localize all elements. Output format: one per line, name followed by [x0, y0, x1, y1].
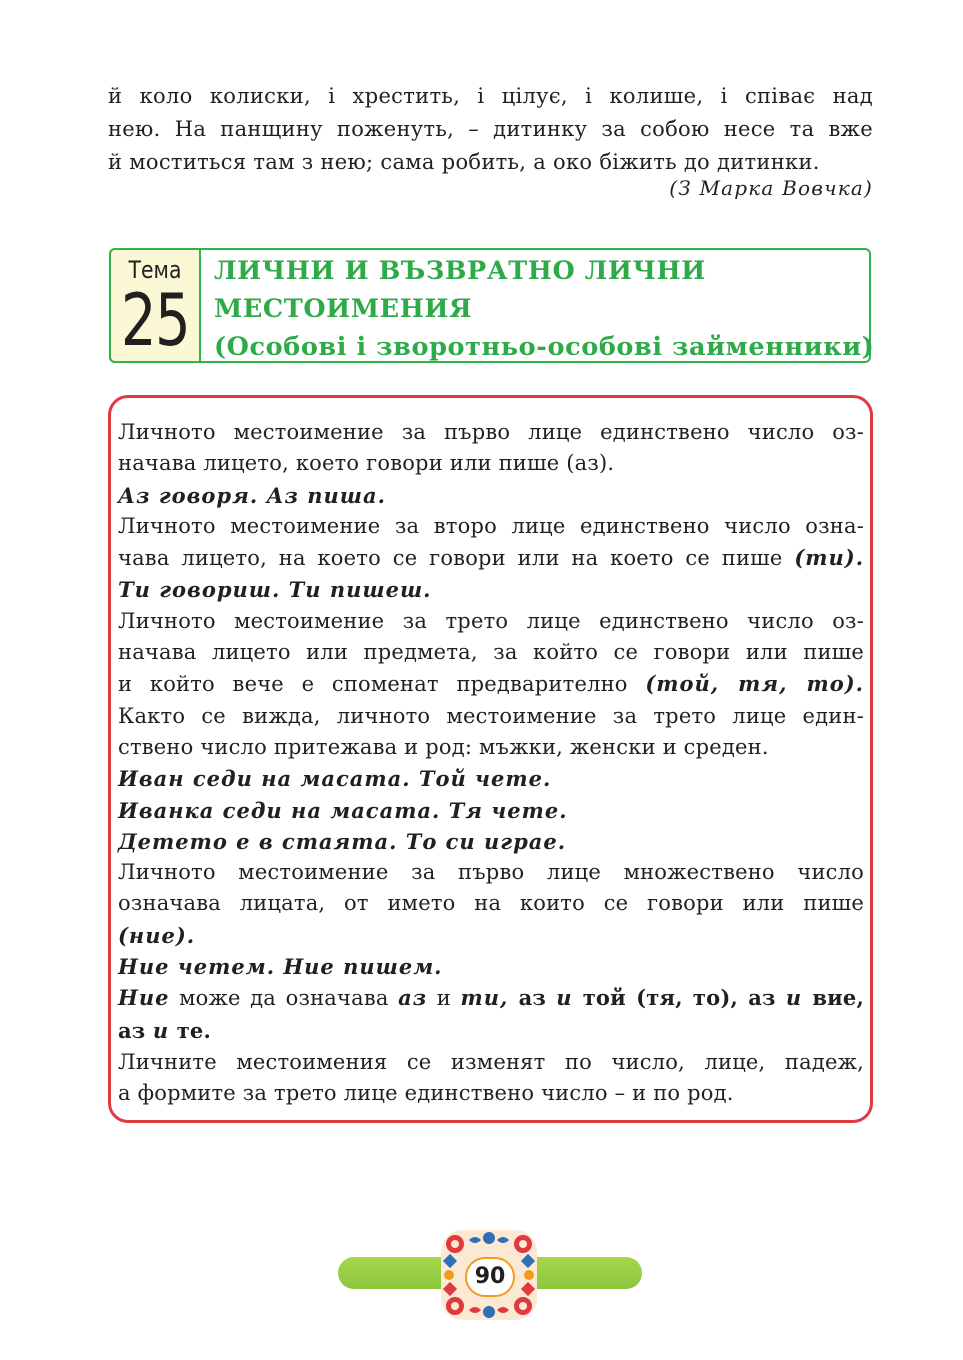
rule-line — [118, 982, 864, 1014]
rule-example: Ние четем. Ние пишем. — [118, 954, 443, 980]
rule-line: начава лицето или предмета, за който се говори или пише — [118, 640, 864, 665]
rule-pronoun: (той, тя, то). — [645, 671, 864, 697]
rule-conjunction: и — [152, 1017, 170, 1043]
rule-pronoun: аз — [508, 985, 557, 1011]
intro-line: нею. На панщину поженуть, – дитинку за собою несе та вже — [108, 117, 873, 141]
intro-paragraph — [108, 80, 873, 179]
rule-conjunction: и — [785, 985, 803, 1011]
rule-text-segment: и — [427, 986, 461, 1011]
rule-line: Личното местоимение за второ лице единствено число озна- — [118, 513, 864, 538]
rule-line: Личното местоимение за първо лице единствено число оз- — [118, 420, 864, 444]
rule-pronoun: Ние — [118, 985, 170, 1011]
rule-line: Личното местоимение за трето лице единствено число оз- — [118, 608, 864, 633]
rule-pronoun: аз — [398, 985, 428, 1011]
intro-attribution: (З Марка Вовчка) — [669, 176, 873, 200]
rule-line — [118, 542, 864, 574]
topic-title-line: ЛИЧНИ И ВЪЗВРАТНО ЛИЧНИ — [214, 256, 706, 286]
rule-pronoun: вие, — [802, 985, 864, 1011]
rule-line: ствено число притежава и род: мъжки, женски и среден. — [118, 734, 769, 759]
topic-label-tab — [109, 248, 201, 363]
page-number: 90 — [465, 1257, 515, 1297]
topic-number: 25 — [120, 278, 190, 362]
topic-title-line: МЕСТОИМЕНИЯ — [214, 294, 473, 324]
rule-line: Личното местоимение за първо лице множествено число — [118, 860, 864, 885]
rule-example: Иван седи на масата. Той чете. — [118, 766, 552, 792]
rule-example: Иванка седи на масата. Тя чете. — [118, 797, 568, 823]
rule-text-segment: чава лицето, на което се говори или на което се пише — [118, 546, 795, 571]
rule-example: Ти говориш. Ти пишеш. — [118, 577, 432, 603]
rule-conjunction: и — [556, 985, 573, 1011]
rule-example: Аз говоря. Аз пиша. — [118, 482, 386, 508]
rule-line: Личните местоимения се изменят по число, лице, падеж, — [118, 1049, 864, 1074]
rule-pronoun: той (тя, то), аз — [572, 985, 786, 1011]
rule-text-segment: и който вече е споменат предварително — [118, 672, 646, 697]
topic-title — [214, 252, 875, 366]
rule-pronoun: те. — [169, 1017, 211, 1043]
intro-line: й коло колиски, і хрестить, і цілує, і колише, і співає над — [108, 84, 873, 108]
rule-example: Детето е в стаята. То си играе. — [118, 828, 567, 854]
topic-title-line: (Особові і зворотньо-особові займенники) — [214, 332, 875, 362]
rule-line — [118, 668, 864, 700]
rule-pronoun: (ти). — [794, 545, 864, 571]
rule-pronoun: (ние). — [118, 922, 196, 948]
rule-line — [118, 1015, 864, 1047]
intro-line: й моститься там з нею; сама робить, а око біжить до дитинки. — [108, 150, 820, 174]
rule-pronoun: ти, — [460, 985, 509, 1011]
rule-line: а формите за трето лице единствено число – и по род. — [118, 1081, 734, 1106]
topic-word: Тема — [128, 256, 182, 284]
rule-text-segment: може да означава — [169, 986, 399, 1011]
rule-text — [118, 417, 864, 1110]
rule-line: означава лицата, от името на които се говори или пише — [118, 891, 864, 916]
rule-pronoun: аз — [118, 1017, 153, 1043]
rule-line: Както се вижда, личното местоимение за трето лице един- — [118, 703, 864, 728]
rule-line: начава лицето, което говори или пише (аз). — [118, 451, 615, 476]
